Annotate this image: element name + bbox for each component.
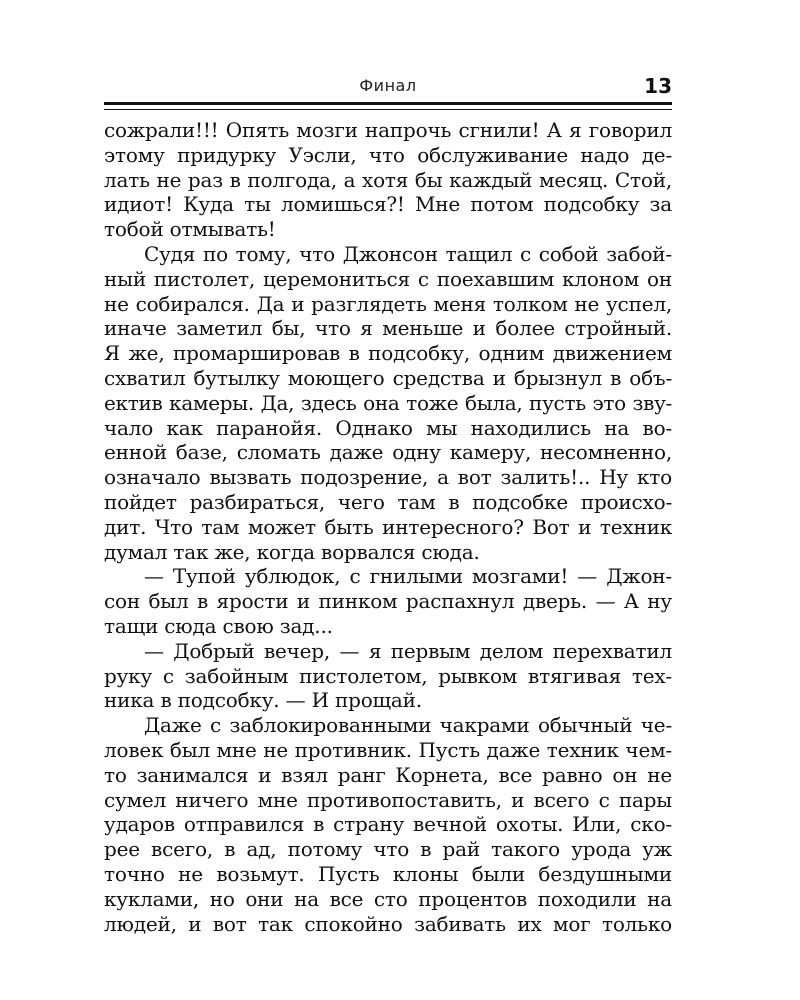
text-line: — Тупой ублюдок, с гнилыми мозгами! — Джон- <box>144 564 672 589</box>
text-line: сумел ничего мне противопоставить, и всего с пары <box>104 787 672 812</box>
text-line: — Добрый вечер, — я первым делом перехватил <box>144 638 672 663</box>
text-line: пойдет разбираться, чего там в подсобке происхо- <box>104 489 672 514</box>
running-title: Финал <box>359 76 417 95</box>
text-line: куклами, но они на все сто процентов походили на <box>104 886 672 911</box>
text-line: означало вызвать подозрение, а вот залить!.. Ну кто <box>104 465 672 490</box>
text-line: ловек был мне не противник. Пусть даже техник чем- <box>104 737 672 762</box>
text-line: схватил бутылку моющего средства и брызнул в объ- <box>104 365 672 390</box>
text-line: рее всего, в ад, потому что в рай такого урода уж <box>104 837 672 862</box>
text-line: Судя по тому, что Джонсон тащил с собой забой- <box>144 241 672 266</box>
text-line: идиот! Куда ты ломишься?! Мне потом подсобку за <box>104 192 672 217</box>
text-line: Даже с заблокированными чакрами обычный че- <box>144 713 672 738</box>
text-line: сон был в ярости и пинком распахнул дверь. — А ну <box>104 589 672 614</box>
text-line: точно не возьмут. Пусть клоны были бездушными <box>104 861 672 886</box>
text-line: думал так же, когда ворвался сюда. <box>104 539 480 564</box>
text-line: ника в подсобку. — И прощай. <box>104 688 422 713</box>
header-rule-thin <box>104 109 672 110</box>
text-line: ударов отправился в страну вечной охоты. Или, ско- <box>104 812 672 837</box>
text-line: лать не раз в полгода, а хотя бы каждый месяц. Стой, <box>104 167 672 192</box>
text-line: Я же, промаршировав в подсобку, одним движением <box>104 341 672 366</box>
text-line: чало как паранойя. Однако мы находились на во- <box>104 415 672 440</box>
text-line: иначе заметил бы, что я меньше и более стройный. <box>104 316 672 341</box>
text-line: то занимался и взял ранг Корнета, все равно он не <box>104 762 672 787</box>
text-line: руку с забойным пистолетом, рывком втягивая тех- <box>104 663 672 688</box>
text-line: людей, и вот так спокойно забивать их мог только <box>104 911 672 936</box>
text-line: тобой отмывать! <box>104 217 276 242</box>
text-line: дит. Что там может быть интересного? Вот и техник <box>104 514 672 539</box>
text-line: енной базе, сломать даже одну камеру, несомненно, <box>104 440 672 465</box>
page-number: 13 <box>644 74 672 98</box>
running-header <box>104 76 672 98</box>
text-line: не собирался. Да и разглядеть меня толком не успел, <box>104 291 672 316</box>
text-line: сожрали!!! Опять мозги напрочь сгнили! А я говорил <box>104 118 672 142</box>
header-rule-thick <box>104 102 672 105</box>
text-line: тащи сюда свою зад... <box>104 613 333 638</box>
body-text <box>104 118 672 936</box>
text-line: ный пистолет, церемониться с поехавшим клоном он <box>104 266 672 291</box>
text-line: этому придурку Уэсли, что обслуживание надо де- <box>104 142 672 167</box>
text-line: ектив камеры. Да, здесь она тоже была, пусть это зву- <box>104 390 672 415</box>
